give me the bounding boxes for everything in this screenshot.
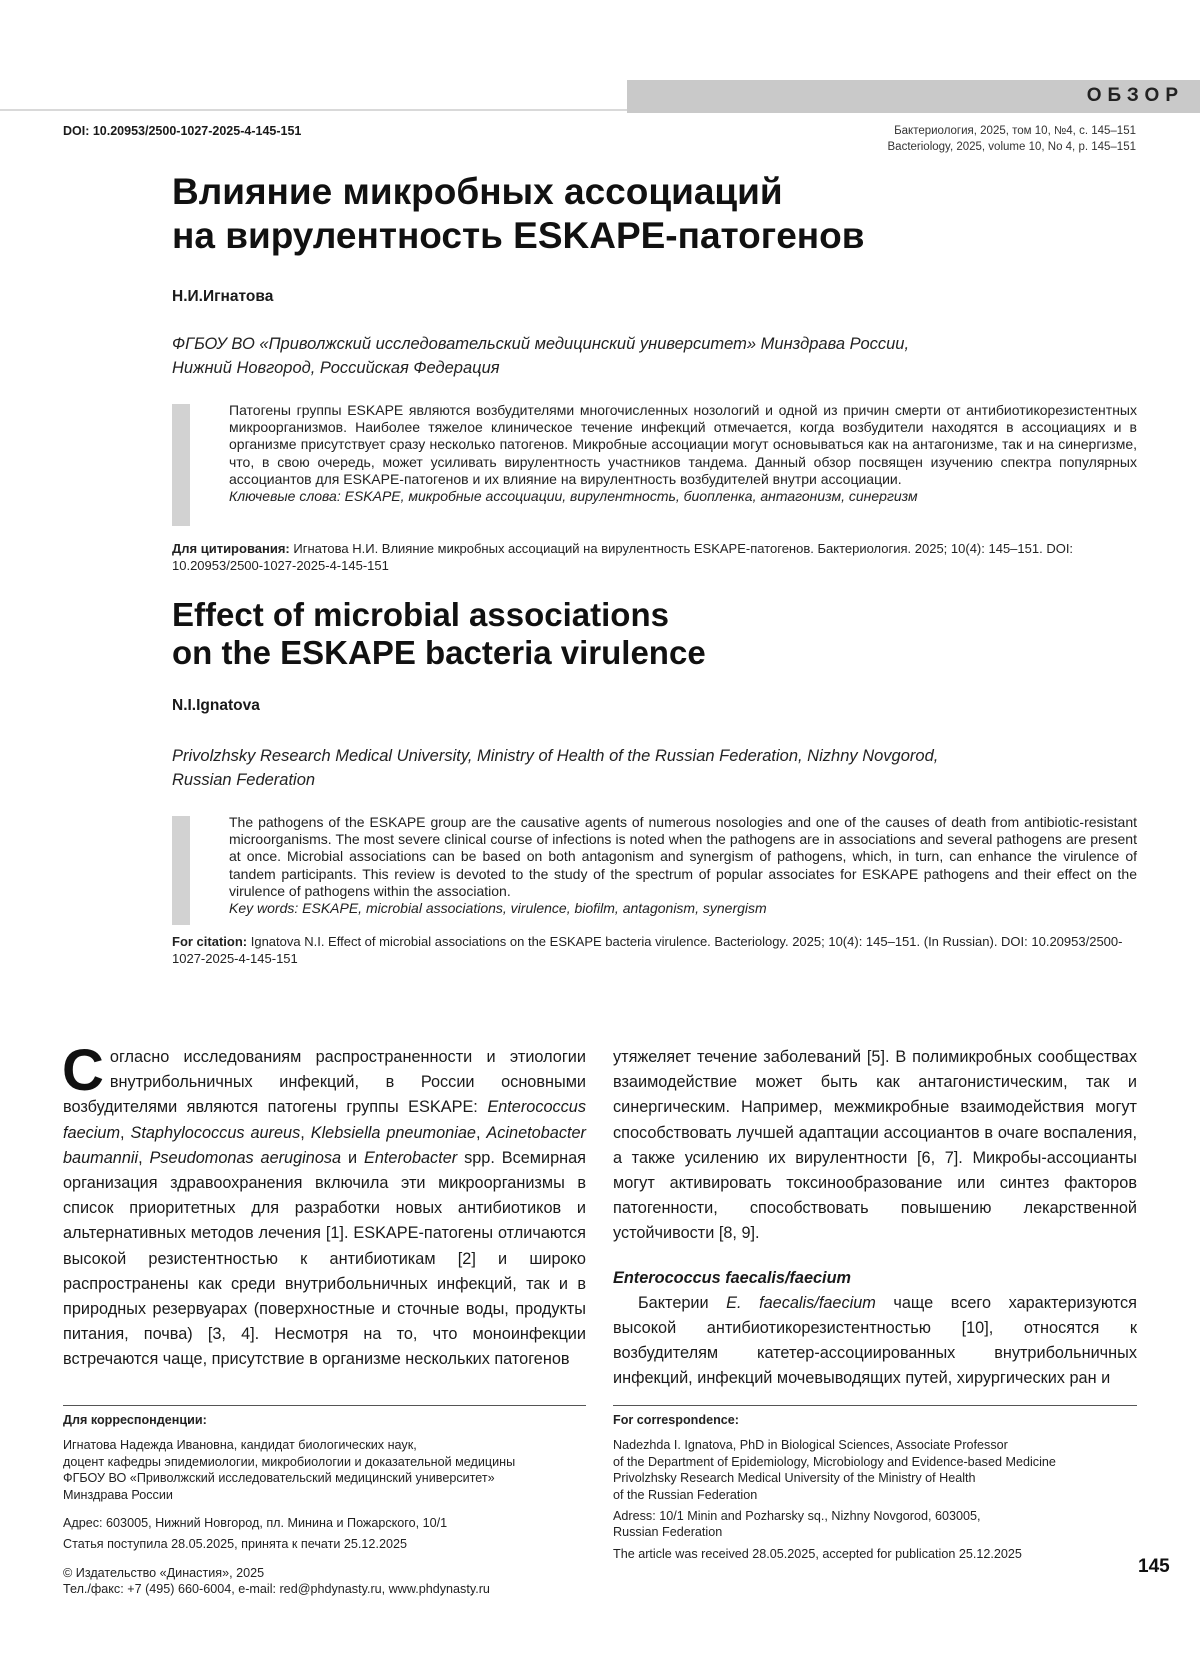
species-name: Staphylococcus aureus (130, 1123, 301, 1142)
correspondence-en-address: Adress: 10/1 Minin and Pozharsky sq., Nizhny Novgorod, 603005, Russian Federation (613, 1509, 981, 1540)
correspondence-ru-dates: Статья поступила 28.05.2025, принята к печати 25.12.2025 (63, 1537, 407, 1552)
citation-en-text: Ignatova N.I. Effect of microbial associations on the ESKAPE bacteria virulence. Bacteriology. 2025; 10(4): 145–151. (In Russian). DOI: 10.20953/2500-1027-2025-4-145-151 (172, 934, 1123, 966)
species-name: E. faecalis/faecium (726, 1293, 876, 1312)
correspondence-en-person: Nadezhda I. Ignatova, PhD in Biological Sciences, Associate Professor of the Department of Epidemiology, Microbiology and Evidence-based Medicine Privolzhsky Research Medical University of the Ministry of Health of the Russian Federation (613, 1438, 1056, 1502)
affiliation-ru (172, 332, 909, 380)
publisher-contacts: Тел./факс: +7 (495) 660-6004, e-mail: red@phdynasty.ru, www.phdynasty.ru (63, 1582, 490, 1597)
abstract-ru-text: Патогены группы ESKAPE являются возбудителями многочисленных нозологий и одной из причин смерти от антибиотикорезистентных микроорганизмов. Наиболее тяжелое клиническое течение инфекций отмечается, когда возбудители находятся в ассоциациях и в организме присутствует сразу несколько патогенов. Микробные ассоциации могут основываться как на антагонизме, так и на синергизме, что, в свою очередь, может усиливать вирулентность участников тандема. Данный обзор посвящен изучению спектра популярных ассоциантов для ESKAPE-патогенов и их влияние на вирулентность возбудителей внутри ассоциации. (229, 402, 1137, 487)
body-paragraph: утяжеляет течение заболеваний [5]. В полимикробных сообществах взаимодействие может быть как антагонистическим, так и синергическим. Например, межмикробные взаимодействия могут способствовать лучшей адаптации ассоциантов в очаге воспаления, а также усилению их вирулентности [6, 7]. Микробы-ассоцианты могут активировать токсинообразование или синтез факторов патогенности, способствовать повышению лекарственной устойчивости [8, 9]. (613, 1048, 1137, 1243)
author-ru: Н.И.Игнатова (172, 288, 274, 305)
doi-header: DOI: 10.20953/2500-1027-2025-4-145-151 (63, 124, 302, 138)
drop-cap: С (62, 1038, 104, 1103)
correspondence-ru (63, 1412, 603, 1598)
body-text: и (347, 1148, 358, 1167)
divider-right (613, 1405, 1137, 1406)
citation-en-label: For citation: (172, 934, 248, 949)
body-text: чаще всего характеризуются высокой антибиотикорезистентностью [10], относятся к возбудителям катетер-ассоциированных внутрибольничных инфекций, инфекций мочевыводящих путей, хирургических ран и (613, 1293, 1137, 1388)
divider-left (63, 1405, 586, 1406)
abstract-en-text: The pathogens of the ESKAPE group are the causative agents of numerous nosologies and one of the causes of death from antibiotic-resistant microorganisms. The most severe clinical course of infections is noted when the pathogens are in associations and several pathogens are present at once. Microbial associations can be based on both antagonism and synergism of pathogens, which, in turn, can enhance the virulence of tandem participants. This review is devoted to the study of the spectrum of popular associates for ESKAPE pathogens and their effect on the virulence of pathogens within the association. (229, 814, 1137, 899)
body-column-right (613, 1045, 1137, 1392)
body-text: spp. Всемирная организация здравоохранения включила эти микроорганизмы в список приоритетных для разработки новых антибиотиков и альтернативных методов лечения [1]. ESKAPE-патогены отличаются высокой резистентностью к антибиотикам [2] и широко распространены как среди внутрибольничных инфекций, так и в природных резервуарах (поверхностные и сточные воды, продукты питания, почва) [3, 4]. Несмотря на то, что моноинфекции встречаются чаще, присутствие в организме нескольких патогенов (63, 1148, 587, 1369)
abstract-en-bar (172, 816, 190, 925)
page-number: 145 (1138, 1556, 1170, 1577)
affiliation-en (172, 744, 938, 792)
affiliation-ru-line2: Нижний Новгород, Российская Федерация (172, 359, 500, 377)
journal-reference (888, 123, 1136, 155)
title-en-line2: on the ESKAPE bacteria virulence (172, 634, 706, 671)
title-ru (172, 170, 864, 258)
keywords-en: Key words: ESKAPE, microbial associations, virulence, biofilm, antagonism, synergism (229, 900, 767, 917)
title-ru-line1: Влияние микробных ассоциаций (172, 171, 783, 212)
journal-ref-en: Bacteriology, 2025, volume 10, No 4, p. 145–151 (887, 141, 1136, 153)
title-en (172, 596, 706, 672)
species-name: Acinetobacter baumannii (63, 1123, 586, 1167)
citation-en (172, 933, 1137, 967)
body-paragraph (613, 1291, 1137, 1392)
correspondence-ru-person: Игнатова Надежда Ивановна, кандидат биологических наук, доцент кафедры эпидемиологии, микробиологии и доказательной медицины ФГБОУ ВО «Приволжский исследовательский медицинский университет» Минздрава России (63, 1438, 516, 1502)
species-name: Pseudomonas aeruginosa (149, 1148, 342, 1167)
abstract-ru (229, 402, 1137, 505)
keywords-ru: Ключевые слова: ESKAPE, микробные ассоциации, вирулентность, биопленка, антагонизм, синергизм (229, 488, 918, 505)
correspondence-en-heading: For correspondence: (613, 1413, 739, 1427)
body-text: Бактерии (638, 1293, 709, 1312)
citation-ru-label: Для цитирования: (172, 541, 290, 556)
species-name: Enterococcus faecium (63, 1098, 586, 1142)
correspondence-ru-address: Адрес: 603005, Нижний Новгород, пл. Минина и Пожарского, 10/1 (63, 1516, 448, 1531)
affiliation-ru-line1: ФГБОУ ВО «Приволжский исследовательский медицинский университет» Минздрава России, (172, 335, 910, 353)
correspondence-ru-heading: Для корреспонденции: (63, 1413, 207, 1427)
citation-ru (172, 540, 1137, 574)
author-en: N.I.Ignatova (172, 697, 260, 714)
abstract-en (229, 814, 1137, 917)
section-subheading: Enterococcus faecalis/faecium (613, 1268, 851, 1287)
body-paragraph: Согласно исследованиям распространенности и этиологии внутрибольничных инфекций, в России основными возбудителями являются патогены группы ESKAPE: Enterococcus faecium, Staphylococcus aureus, Klebsiella pneumoniae, Acinetobacter baumannii, Pseudomonas aeruginosa и Enterobacter spp. Всемирная организация здравоохранения включила эти микроорганизмы в список приоритетных для разработки новых антибиотиков и альтернативных методов лечения [1]. ESKAPE-патогены отличаются высокой резистентностью к антибиотикам [2] и широко распространены как среди внутрибольничных инфекций, так и в природных резервуарах (поверхностные и сточные воды, продукты питания, почва) [3, 4]. Несмотря на то, что моноинфекции встречаются чаще, присутствие в организме нескольких патогенов (62, 1038, 587, 1369)
species-name: Klebsiella pneumoniae (310, 1123, 476, 1142)
correspondence-en (613, 1412, 1153, 1562)
title-en-line1: Effect of microbial associations (172, 596, 669, 633)
species-name: Enterobacter (363, 1148, 458, 1167)
body-column-left (62, 1038, 587, 1373)
publisher-copyright: © Издательство «Династия», 2025 (63, 1565, 265, 1580)
citation-ru-text: Игнатова Н.И. Влияние микробных ассоциаций на вирулентность ESKAPE-патогенов. Бактериология. 2025; 10(4): 145–151. DOI: 10.20953/2500-1027-2025-4-145-151 (172, 541, 1074, 573)
title-ru-line2: на вирулентность ESKAPE-патогенов (172, 215, 865, 256)
affiliation-en-line1: Privolzhsky Research Medical University, Ministry of Health of the Russian Federation, Nizhny Novgorod, (172, 747, 939, 765)
journal-ref-ru: Бактериология, 2025, том 10, №4, c. 145–151 (894, 125, 1136, 137)
affiliation-en-line2: Russian Federation (172, 771, 316, 789)
abstract-ru-bar (172, 404, 190, 526)
correspondence-en-dates: The article was received 28.05.2025, accepted for publication 25.12.2025 (613, 1546, 1022, 1561)
header-rule (0, 109, 630, 111)
section-tab (627, 80, 1200, 113)
section-label: ОБЗОР (1086, 85, 1184, 106)
body-text: огласно исследованиям распространенности и этиологии внутрибольничных инфекций, в России основными возбудителями являются патогены группы ESKAPE: (63, 1048, 586, 1117)
